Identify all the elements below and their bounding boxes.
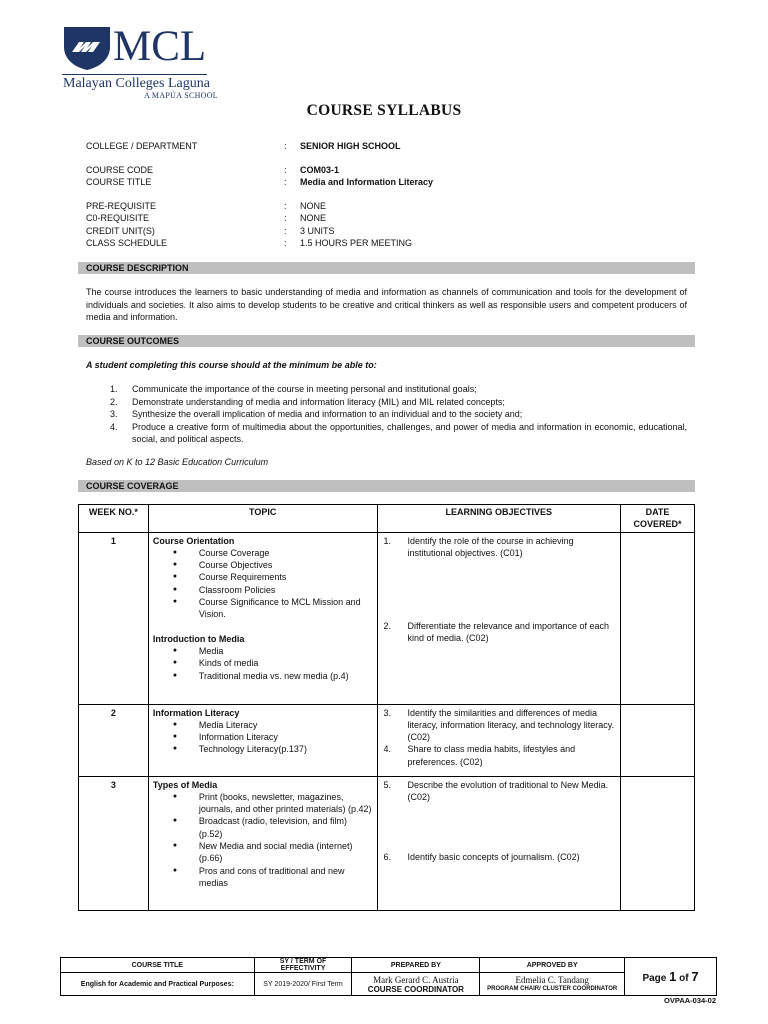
topic-item: ● Pros and cons of traditional and new medias (153, 865, 373, 890)
topic-item: ● Information Literacy (153, 731, 373, 743)
col-header-date: DATE COVERED* (621, 505, 695, 533)
objective-text: Identify the role of the course in achieving institutional objectives. (C01) (407, 535, 574, 558)
objective-number: 1. (383, 535, 392, 546)
college-value: SENIOR HIGH SCHOOL (300, 141, 401, 151)
week-number: 2 (79, 704, 149, 776)
colon: : (284, 141, 287, 151)
page-total: 7 (691, 969, 699, 984)
logo-divider (62, 74, 207, 75)
outcome-item (86, 396, 687, 409)
topic-cell (148, 532, 377, 704)
objective-item (382, 535, 617, 560)
course-outcomes-heading: COURSE OUTCOMES (78, 335, 695, 347)
footer-course-title: English for Academic and Practical Purposes: (61, 973, 255, 996)
week-number: 1 (79, 532, 149, 704)
course-description-text: The course introduces the learners to basic understanding of media and information as channels of communication and tools for the development of individuals and societies. It also aims to develop students to be creative and critical thinkers as well as responsible users and competent producers of media and information. (86, 287, 687, 322)
date-cell (621, 776, 695, 910)
course-code-label: COURSE CODE (86, 165, 154, 175)
table-row (79, 532, 695, 704)
approved-role: PROGRAM CHAIR/ CLUSTER COORDINATOR (487, 985, 618, 992)
topic-item: ● Traditional media vs. new media (p.4) (153, 670, 373, 682)
topic-item: ● New Media and social media (internet) (p.66) (153, 840, 373, 865)
objective-text: Describe the evolution of traditional to New Media. (C02) (407, 779, 609, 802)
outcome-text: Produce a creative form of multimedia about the opportunities, challenges, and power of media and information in economic, educational, social, and political aspects. (132, 421, 687, 444)
topic-item: ● Course Coverage (153, 547, 373, 559)
date-cell (621, 704, 695, 776)
outcome-number: 2. (110, 396, 118, 407)
outcomes-intro (86, 359, 687, 372)
course-title-value: Media and Information Literacy (300, 177, 434, 187)
course-description-heading: COURSE DESCRIPTION (78, 262, 695, 274)
topic-title: Types of Media (152, 779, 218, 790)
date-cell (621, 532, 695, 704)
page-of: of (679, 973, 689, 984)
form-code: OVPAA-034-02 (664, 996, 716, 1005)
page-title: COURSE SYLLABUS (306, 102, 462, 119)
outcome-item (86, 408, 687, 421)
curriculum-basis: Based on K to 12 Basic Education Curriculum (86, 457, 269, 467)
colon: : (284, 213, 287, 223)
topic-item: ● Technology Literacy(p.137) (153, 743, 373, 755)
schedule-label: CLASS SCHEDULE (86, 238, 168, 248)
colon: : (284, 226, 287, 236)
prereq-label: PRE-REQUISITE (86, 201, 157, 211)
objective-item (382, 620, 617, 645)
footer-term-header: SY / TERM OF EFFECTIVITY (254, 958, 352, 973)
topic-item: ● Course Requirements (153, 571, 373, 583)
topic-item: ● Course Significance to MCL Mission and Vision. (153, 596, 373, 621)
coreq-value: NONE (300, 213, 327, 223)
footer-course-title-header: COURSE TITLE (61, 958, 255, 973)
objective-item (382, 851, 617, 863)
objective-text: Identify basic concepts of journalism. (C02) (407, 852, 580, 863)
colon: : (284, 177, 287, 187)
footer-header-row (61, 958, 717, 973)
prepared-signature-name: Mark Gerard C. Austria (373, 974, 459, 985)
footer-table (60, 957, 717, 996)
col-header-week: WEEK NO.* (79, 505, 149, 533)
course-coverage-heading: COURSE COVERAGE (78, 480, 695, 492)
prereq-value: NONE (300, 201, 327, 211)
outcome-item (86, 421, 687, 446)
outcomes-list (86, 383, 687, 446)
college-label: COLLEGE / DEPARTMENT (86, 141, 198, 151)
page-current: 1 (669, 969, 677, 984)
table-row (79, 776, 695, 910)
topic-title: Introduction to Media (152, 633, 245, 644)
outcome-number: 1. (110, 384, 118, 394)
objective-number: 2. (383, 621, 392, 632)
colon: : (284, 238, 287, 248)
page-indicator (625, 958, 717, 996)
coreq-label: C0-REQUISITE (86, 213, 150, 223)
approved-signature-name: Edmelia C. Tandang (515, 974, 589, 985)
topic-item: ● Kinds of media (153, 657, 373, 669)
topic-title: Information Literacy (152, 707, 240, 718)
objectives-cell (377, 532, 621, 704)
outcome-text: Demonstrate understanding of media and information literacy (MIL) and MIL related concepts; (132, 396, 505, 407)
course-coverage-table (78, 504, 695, 911)
outcome-number: 4. (110, 421, 118, 432)
topic-item: ● Classroom Policies (153, 584, 373, 596)
topic-title: Course Orientation (152, 535, 235, 546)
credit-label: CREDIT UNIT(S) (86, 226, 155, 236)
topic-item: ● Media Literacy (153, 719, 373, 731)
prepared-role: COURSE COORDINATOR (367, 984, 464, 994)
outcome-number: 3. (110, 409, 118, 419)
footer-body-row (61, 973, 717, 996)
colon: : (284, 201, 287, 211)
footer-approved-header: APPROVED BY (480, 958, 625, 973)
schedule-value: 1.5 HOURS PER MEETING (300, 238, 413, 248)
footer-prepared (352, 973, 480, 996)
credit-value: 3 UNITS (300, 226, 335, 236)
topic-item: ● Media (153, 645, 373, 657)
objective-number: 4. (383, 744, 392, 755)
objective-number: 3. (383, 707, 392, 718)
objective-item (382, 743, 617, 768)
objective-text: Share to class media habits, lifestyles and preferences. (C02) (407, 744, 576, 767)
objectives-cell (377, 776, 621, 910)
colon: : (284, 165, 287, 175)
page-word: Page (642, 973, 667, 984)
mcl-logo (62, 23, 218, 100)
course-code-value: COM03-1 (300, 165, 340, 175)
topic-item: ● Broadcast (radio, television, and film) (p.52) (153, 815, 373, 840)
outcome-text: Synthesize the overall implication of media and information to an individual and to the society and; (132, 409, 523, 419)
week-number: 3 (79, 776, 149, 910)
col-header-topic: TOPIC (148, 505, 377, 533)
objective-number: 5. (383, 779, 392, 790)
topic-item: ● Course Objectives (153, 559, 373, 571)
table-row (79, 704, 695, 776)
topic-cell (148, 776, 377, 910)
logo-school-name: Malayan Colleges Laguna (63, 76, 210, 91)
col-header-objectives: LEARNING OBJECTIVES (377, 505, 621, 533)
objective-text: Identify the similarities and differences of media literacy, information literacy, and technology literacy. (C02) (407, 707, 615, 743)
objective-item (382, 779, 617, 804)
topic-item: ● Print (books, newsletter, magazines, journals, and other printed materials) (p.42) (153, 791, 373, 816)
objective-item (382, 707, 617, 744)
topic-cell (148, 704, 377, 776)
course-title-label: COURSE TITLE (86, 177, 152, 187)
footer-prepared-header: PREPARED BY (352, 958, 480, 973)
footer-approved (480, 973, 625, 996)
objective-number: 6. (383, 852, 392, 863)
footer-term: SY 2019-2020/ First Term (254, 973, 352, 996)
objectives-cell (377, 704, 621, 776)
outcome-text: Communicate the importance of the course in meeting personal and institutional goals; (132, 384, 477, 394)
logo-brand: MCL (113, 23, 207, 70)
outcomes-intro-text: A student completing this course should at the minimum be able to: (86, 360, 377, 370)
mcl-shield-icon (62, 25, 112, 71)
logo-tagline: A MAPÚA SCHOOL (144, 91, 218, 100)
objective-text: Differentiate the relevance and importance of each kind of media. (C02) (407, 621, 609, 644)
outcome-item (86, 383, 687, 396)
table-header-row (79, 505, 695, 533)
